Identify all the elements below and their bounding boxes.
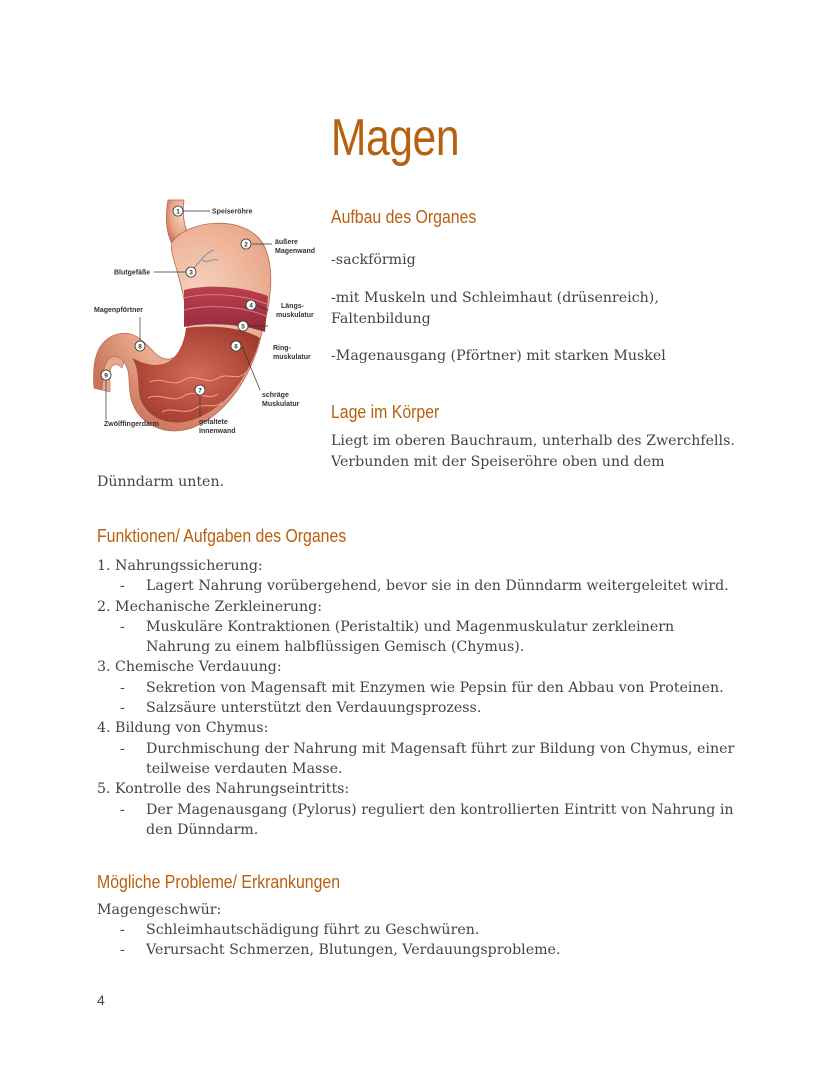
marker-8 (135, 341, 145, 351)
label-schraege-muskulatur-2: Muskulatur (262, 401, 300, 408)
function-detail: - Der Magenausgang (Pylorus) reguliert den kontrollierten Eintritt von Nahrung in den Dünndarm. (97, 800, 737, 841)
label-gefaltete-innenwand-1: gefaltete (199, 419, 228, 426)
page-number: 4 (97, 992, 105, 1008)
marker-3 (186, 267, 196, 277)
svg-text:5: 5 (241, 323, 245, 331)
function-detail: - Durchmischung der Nahrung mit Magensaft führt zur Bildung von Chymus, einer teilweise verdauten Masse. (97, 739, 737, 780)
probleme-intro: Magengeschwür: (97, 902, 222, 918)
aufbau-exit: -Magenausgang (Pförtner) mit starken Muskel (331, 348, 666, 364)
function-label: 5. Kontrolle des Nahrungseintritts: (97, 781, 350, 798)
aufbau-muscles: -mit Muskeln und Schleimhaut (drüsenreich), Faltenbildung (331, 290, 659, 327)
label-blutgefaesse: Blutgefäße (114, 269, 151, 277)
stomach-diagram (92, 192, 322, 442)
marker-4 (246, 300, 256, 310)
function-detail: - Sekretion von Magensaft mit Enzymen wie Pepsin für den Abbau von Proteinen. (97, 678, 737, 698)
marker-2 (241, 239, 251, 249)
svg-text:9: 9 (104, 372, 108, 380)
problem-detail: - Schleimhautschädigung führt zu Geschwüren. (97, 920, 737, 940)
label-speiseroehre: Speiseröhre (212, 208, 253, 216)
function-detail: - Lagert Nahrung vorübergehend, bevor sie in den Dünndarm weitergeleitet wird. (97, 576, 737, 596)
svg-text:7: 7 (198, 387, 202, 395)
function-item (97, 657, 737, 718)
function-item (97, 779, 737, 840)
function-detail: - Muskuläre Kontraktionen (Peristaltik) und Magenmuskulatur zerkleinern Nahrung zu einem halbflüssigen Gemisch (Chymus). (97, 617, 737, 658)
section-heading-lage: Lage im Körper (331, 402, 440, 422)
marker-6 (231, 341, 241, 351)
function-label: 4. Bildung von Chymus: (97, 720, 269, 737)
marker-1 (173, 206, 183, 216)
label-laengsmuskulatur-2: muskulatur (276, 312, 314, 319)
function-label: 2. Mechanische Zerkleinerung: (97, 598, 323, 615)
aufbau-shape: -sackförmig (331, 252, 416, 268)
label-ringmuskulatur-1: Ring- (273, 345, 291, 352)
functions-list (97, 556, 737, 840)
marker-9 (101, 370, 111, 380)
svg-text:6: 6 (234, 343, 238, 351)
stomach-illustration (92, 192, 322, 442)
label-aeussere-magenwand-2: Magenwand (275, 248, 316, 255)
section-heading-funktionen: Funktionen/ Aufgaben des Organes (97, 526, 347, 546)
label-zwoelffingerdarm: Zwölffingerdarm (104, 421, 159, 428)
label-ringmuskulatur-2: muskulatur (273, 354, 311, 361)
svg-text:1: 1 (176, 208, 180, 216)
section-heading-probleme: Mögliche Probleme/ Erkrankungen (97, 872, 341, 892)
label-laengsmuskulatur-1: Längs- (281, 303, 304, 310)
lage-line-3: Dünndarm unten. (97, 474, 225, 490)
marker-5 (238, 321, 248, 331)
function-label: 3. Chemische Verdauung: (97, 659, 282, 676)
probleme-list (97, 920, 737, 961)
section-heading-aufbau: Aufbau des Organes (331, 207, 477, 227)
lage-line-2: Verbunden mit der Speiseröhre oben und dem (331, 454, 665, 470)
label-aeussere-magenwand-1: äußere (275, 239, 298, 246)
label-gefaltete-innenwand-2: Innenwand (199, 428, 236, 435)
svg-text:2: 2 (244, 241, 248, 249)
svg-text:8: 8 (138, 343, 142, 351)
page-title: Magen (330, 109, 460, 167)
lage-line-1: Liegt im oberen Bauchraum, unterhalb des Zwerchfells. (331, 433, 735, 449)
label-schraege-muskulatur-1: schräge (262, 392, 289, 399)
problem-detail: - Verursacht Schmerzen, Blutungen, Verdauungsprobleme. (97, 940, 737, 960)
function-item (97, 597, 737, 658)
function-detail: - Salzsäure unterstützt den Verdauungsprozess. (97, 698, 737, 718)
marker-7 (195, 385, 205, 395)
function-label: 1. Nahrungssicherung: (97, 558, 263, 574)
function-item (97, 718, 737, 779)
svg-text:3: 3 (189, 269, 193, 277)
label-magenpfoertner: Magenpförtner (94, 307, 143, 314)
function-item (97, 556, 737, 597)
svg-text:4: 4 (249, 302, 253, 310)
